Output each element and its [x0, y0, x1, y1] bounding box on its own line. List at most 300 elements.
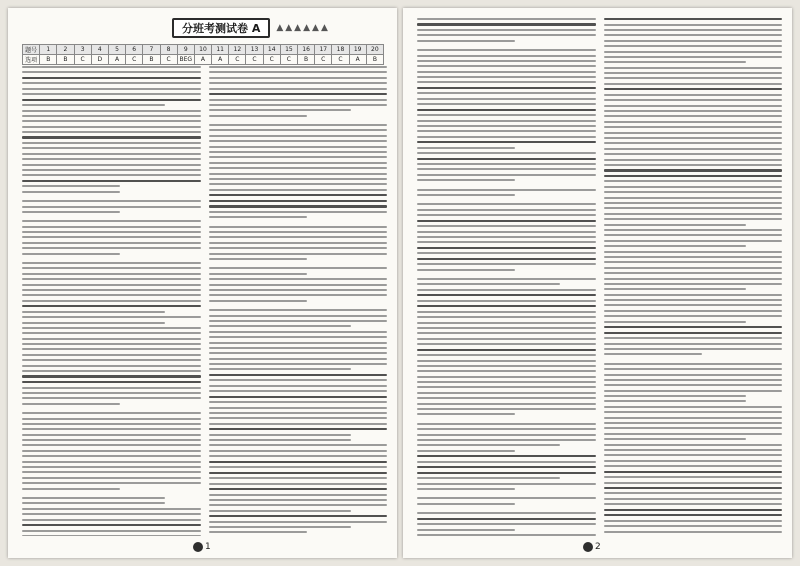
text-line: [417, 403, 596, 405]
text-line: [417, 236, 596, 238]
text-line: [417, 49, 596, 51]
text-line: [417, 179, 515, 181]
answer-cell: C: [74, 55, 91, 65]
left-page: [8, 8, 397, 558]
text-line: [604, 487, 783, 489]
text-line: [417, 163, 596, 165]
text-line: [604, 400, 747, 402]
answer-cell: C: [126, 55, 143, 65]
text-line: [417, 472, 596, 474]
text-line: [604, 379, 783, 381]
text-line: [22, 477, 201, 479]
question-number-cell: 4: [91, 45, 108, 55]
text-line: [22, 66, 201, 68]
question-number-cell: 8: [160, 45, 177, 55]
text-line: [604, 288, 747, 290]
text-line: [604, 310, 783, 312]
question-number-cell: 5: [108, 45, 125, 55]
text-line: [417, 278, 596, 280]
text-line: [604, 509, 783, 511]
page-number-left: 1: [193, 542, 211, 552]
text-line: [209, 439, 352, 441]
text-line: [22, 423, 201, 425]
text-line: [209, 412, 388, 414]
text-line: [22, 530, 201, 532]
text-line: [604, 175, 783, 177]
text-line: [604, 343, 783, 345]
text-line: [209, 461, 388, 463]
text-line: [417, 381, 596, 383]
text-line: [22, 206, 201, 208]
question-number-cell: 10: [194, 45, 211, 55]
text-line: [209, 194, 388, 196]
text-line: [417, 434, 596, 436]
text-line: [604, 321, 747, 323]
answer-cell: BEG: [177, 55, 194, 65]
text-line: [604, 278, 783, 280]
text-line: [417, 294, 596, 296]
text-line: [604, 99, 783, 101]
question-number-cell: 1: [40, 45, 57, 55]
text-line: [209, 278, 388, 280]
text-line: [417, 512, 596, 514]
text-line: [417, 497, 596, 499]
text-line: [417, 109, 596, 111]
text-line: [209, 104, 388, 106]
text-line: [417, 55, 596, 57]
text-line: [209, 499, 388, 501]
table-header-label: 选项: [23, 55, 40, 65]
text-line: [604, 471, 783, 473]
text-line: [22, 253, 120, 255]
text-line: [417, 338, 596, 340]
text-line: [417, 483, 596, 485]
text-line: [604, 137, 783, 139]
text-line: [604, 51, 783, 53]
text-line: [604, 105, 783, 107]
text-line: [209, 289, 388, 291]
text-line: [209, 178, 388, 180]
text-line: [417, 349, 596, 351]
text-line: [604, 326, 783, 328]
text-line: [604, 256, 783, 258]
text-line: [209, 140, 388, 142]
text-line: [209, 390, 388, 392]
text-line: [209, 183, 388, 185]
text-line: [417, 523, 596, 525]
text-line: [604, 197, 783, 199]
answer-cell: C: [160, 55, 177, 65]
text-line: [604, 224, 747, 226]
text-line: [417, 158, 596, 160]
text-line: [209, 151, 388, 153]
text-line: [604, 72, 783, 74]
text-line: [22, 519, 201, 521]
text-line: [417, 136, 596, 138]
text-line: [22, 508, 201, 510]
text-line: [209, 267, 388, 269]
text-line: [417, 305, 596, 307]
text-line: [209, 444, 388, 446]
text-line: [604, 363, 783, 365]
text-line: [417, 231, 596, 233]
text-line: [417, 450, 515, 452]
text-line: [22, 365, 201, 367]
left-page-column-2: [209, 66, 388, 536]
text-line: [22, 93, 201, 95]
text-line: [417, 209, 596, 211]
text-line: [22, 220, 201, 222]
text-line: [22, 294, 201, 296]
answer-cell: C: [263, 55, 280, 65]
text-line: [604, 332, 783, 334]
text-line: [209, 258, 307, 260]
text-line: [22, 488, 120, 490]
answer-cell: C: [315, 55, 332, 65]
right-page: [403, 8, 792, 558]
text-line: [22, 387, 201, 389]
text-line: [22, 226, 201, 228]
question-number-cell: 16: [298, 45, 315, 55]
answer-cell: C: [229, 55, 246, 65]
text-line: [209, 483, 388, 485]
text-line: [604, 83, 783, 85]
text-line: [604, 121, 783, 123]
text-line: [209, 294, 388, 296]
text-line: [22, 450, 201, 452]
text-line: [417, 503, 515, 505]
text-line: [22, 180, 201, 182]
text-line: [22, 359, 201, 361]
text-line: [417, 152, 596, 154]
text-line: [22, 311, 165, 313]
left-page-column-1: [22, 66, 201, 536]
text-line: [417, 311, 596, 313]
text-line: [604, 45, 783, 47]
text-line: [417, 365, 596, 367]
text-line: [604, 283, 783, 285]
text-line: [604, 180, 783, 182]
text-line: [209, 115, 307, 117]
text-line: [417, 87, 596, 89]
right-page-column-1: [417, 18, 596, 536]
text-line: [604, 29, 783, 31]
text-line: [209, 129, 388, 131]
text-line: [209, 363, 388, 365]
text-line: [209, 124, 388, 126]
answer-cell: B: [366, 55, 383, 65]
text-line: [604, 24, 783, 26]
text-line: [22, 348, 201, 350]
text-line: [22, 82, 201, 84]
text-line: [209, 146, 388, 148]
text-line: [209, 396, 388, 398]
text-line: [417, 488, 515, 490]
text-line: [604, 191, 783, 193]
text-line: [417, 125, 596, 127]
text-line: [604, 433, 783, 435]
text-line: [209, 325, 352, 327]
text-line: [604, 482, 783, 484]
paper-header: [172, 18, 387, 38]
text-line: [22, 338, 201, 340]
text-line: [209, 109, 352, 111]
text-line: [417, 81, 596, 83]
text-line: [417, 23, 596, 25]
question-number-cell: 9: [177, 45, 194, 55]
text-line: [209, 428, 388, 430]
text-line: [417, 92, 596, 94]
text-line: [604, 67, 783, 69]
text-line: [209, 494, 388, 496]
text-line: [209, 226, 388, 228]
text-line: [22, 289, 201, 291]
question-number-cell: 12: [229, 45, 246, 55]
text-line: [604, 115, 783, 117]
text-line: [604, 267, 783, 269]
text-line: [604, 449, 783, 451]
text-line: [22, 120, 201, 122]
text-line: [417, 114, 596, 116]
text-line: [417, 354, 596, 356]
text-line: [22, 158, 201, 160]
text-line: [22, 535, 201, 536]
text-line: [209, 93, 388, 95]
text-line: [22, 273, 201, 275]
text-line: [209, 205, 388, 207]
text-line: [604, 438, 747, 440]
text-line: [417, 428, 596, 430]
text-line: [604, 61, 747, 63]
answer-table: [22, 44, 384, 65]
text-line: [209, 401, 388, 403]
text-line: [22, 513, 201, 515]
text-line: [417, 29, 596, 31]
text-line: [22, 231, 201, 233]
text-line: [417, 300, 596, 302]
text-line: [22, 77, 201, 79]
text-line: [22, 110, 201, 112]
text-line: [22, 375, 201, 377]
text-line: [22, 174, 201, 176]
text-line: [604, 261, 783, 263]
page-dot-icon: [193, 542, 203, 552]
text-line: [604, 315, 783, 317]
text-line: [209, 417, 388, 419]
text-line: [209, 385, 388, 387]
text-line: [417, 376, 596, 378]
text-line: [209, 379, 388, 381]
text-line: [417, 327, 596, 329]
text-line: [209, 472, 388, 474]
text-line: [604, 465, 783, 467]
text-line: [417, 76, 596, 78]
text-line: [209, 156, 388, 158]
page-dot-icon: [583, 542, 593, 552]
text-line: [209, 358, 388, 360]
text-line: [22, 471, 201, 473]
text-line: [209, 504, 388, 506]
text-line: [417, 147, 515, 149]
answer-table-number-row: [23, 45, 384, 55]
answer-cell: B: [40, 55, 57, 65]
text-line: [22, 104, 165, 106]
text-line: [209, 423, 388, 425]
text-line: [604, 202, 783, 204]
text-line: [209, 526, 352, 528]
text-line: [209, 189, 388, 191]
text-line: [604, 503, 783, 505]
answer-cell: B: [143, 55, 160, 65]
text-line: [604, 94, 783, 96]
text-line: [209, 135, 388, 137]
answer-table-answer-row: [23, 55, 384, 65]
text-line: [604, 444, 783, 446]
text-line: [209, 167, 388, 169]
text-line: [209, 77, 388, 79]
text-line: [209, 247, 388, 249]
answer-cell: B: [57, 55, 74, 65]
text-line: [417, 130, 596, 132]
text-line: [22, 88, 201, 90]
question-number-cell: 3: [74, 45, 91, 55]
text-line: [209, 273, 307, 275]
question-number-cell: 17: [315, 45, 332, 55]
text-line: [22, 262, 201, 264]
text-line: [209, 315, 388, 317]
question-number-cell: 15: [280, 45, 297, 55]
text-line: [209, 66, 388, 68]
text-line: [417, 40, 515, 42]
text-line: [22, 434, 201, 436]
text-line: [604, 427, 783, 429]
text-line: [417, 413, 515, 415]
text-line: [417, 343, 596, 345]
text-line: [22, 332, 201, 334]
text-line: [22, 418, 201, 420]
text-line: [604, 520, 783, 522]
text-line: [604, 153, 783, 155]
answer-cell: A: [349, 55, 366, 65]
text-line: [417, 263, 596, 265]
text-line: [604, 213, 783, 215]
text-line: [417, 322, 596, 324]
text-line: [604, 531, 783, 533]
text-line: [22, 502, 165, 504]
text-line: [22, 354, 201, 356]
text-line: [604, 77, 783, 79]
text-line: [417, 71, 596, 73]
text-line: [22, 392, 201, 394]
text-line: [417, 194, 515, 196]
text-line: [417, 332, 596, 334]
text-line: [604, 368, 783, 370]
text-line: [209, 407, 388, 409]
text-line: [604, 229, 783, 231]
text-line: [209, 477, 388, 479]
text-line: [604, 186, 783, 188]
text-line: [417, 269, 515, 271]
text-line: [22, 482, 201, 484]
text-line: [604, 353, 702, 355]
text-line: [417, 408, 596, 410]
text-line: [22, 461, 201, 463]
text-line: [417, 18, 596, 20]
text-line: [22, 403, 120, 405]
text-line: [209, 352, 388, 354]
text-line: [209, 336, 388, 338]
text-line: [22, 316, 201, 318]
text-line: [22, 444, 201, 446]
text-line: [604, 40, 783, 42]
text-line: [417, 455, 596, 457]
page-number-right: 2: [583, 542, 601, 552]
question-number-cell: 20: [366, 45, 383, 55]
text-line: [417, 174, 596, 176]
text-line: [604, 245, 747, 247]
text-line: [209, 521, 388, 523]
text-line: [22, 236, 201, 238]
text-line: [22, 99, 201, 101]
text-line: [22, 164, 201, 166]
text-line: [417, 534, 596, 536]
header-decoration: ▲▲▲▲▲▲: [276, 23, 330, 33]
question-number-cell: 7: [143, 45, 160, 55]
text-line: [417, 247, 596, 249]
text-line: [22, 126, 201, 128]
text-line: [209, 434, 352, 436]
text-line: [209, 309, 388, 311]
text-line: [604, 417, 783, 419]
question-number-cell: 11: [212, 45, 229, 55]
text-line: [209, 331, 388, 333]
text-line: [22, 343, 201, 345]
question-number-cell: 6: [126, 45, 143, 55]
text-line: [604, 207, 783, 209]
text-line: [417, 241, 596, 243]
text-line: [417, 283, 560, 285]
text-line: [22, 439, 201, 441]
text-line: [604, 18, 783, 20]
text-line: [604, 234, 783, 236]
answer-cell: A: [194, 55, 211, 65]
text-line: [22, 466, 201, 468]
text-line: [22, 428, 201, 430]
question-number-cell: 14: [263, 45, 280, 55]
text-line: [22, 191, 120, 193]
paper-title: 分班考测试卷 A: [172, 18, 270, 38]
text-line: [604, 218, 783, 220]
text-line: [417, 289, 596, 291]
text-line: [209, 216, 307, 218]
text-line: [604, 251, 783, 253]
text-line: [417, 392, 596, 394]
text-line: [604, 294, 783, 296]
text-line: [417, 203, 596, 205]
text-line: [417, 103, 596, 105]
text-line: [22, 71, 201, 73]
text-line: [417, 189, 596, 191]
text-line: [22, 524, 201, 526]
text-line: [22, 397, 201, 399]
answer-cell: D: [91, 55, 108, 65]
answer-cell: A: [108, 55, 125, 65]
text-line: [417, 168, 596, 170]
text-line: [604, 454, 783, 456]
text-line: [209, 300, 307, 302]
text-line: [417, 360, 596, 362]
text-line: [604, 492, 783, 494]
